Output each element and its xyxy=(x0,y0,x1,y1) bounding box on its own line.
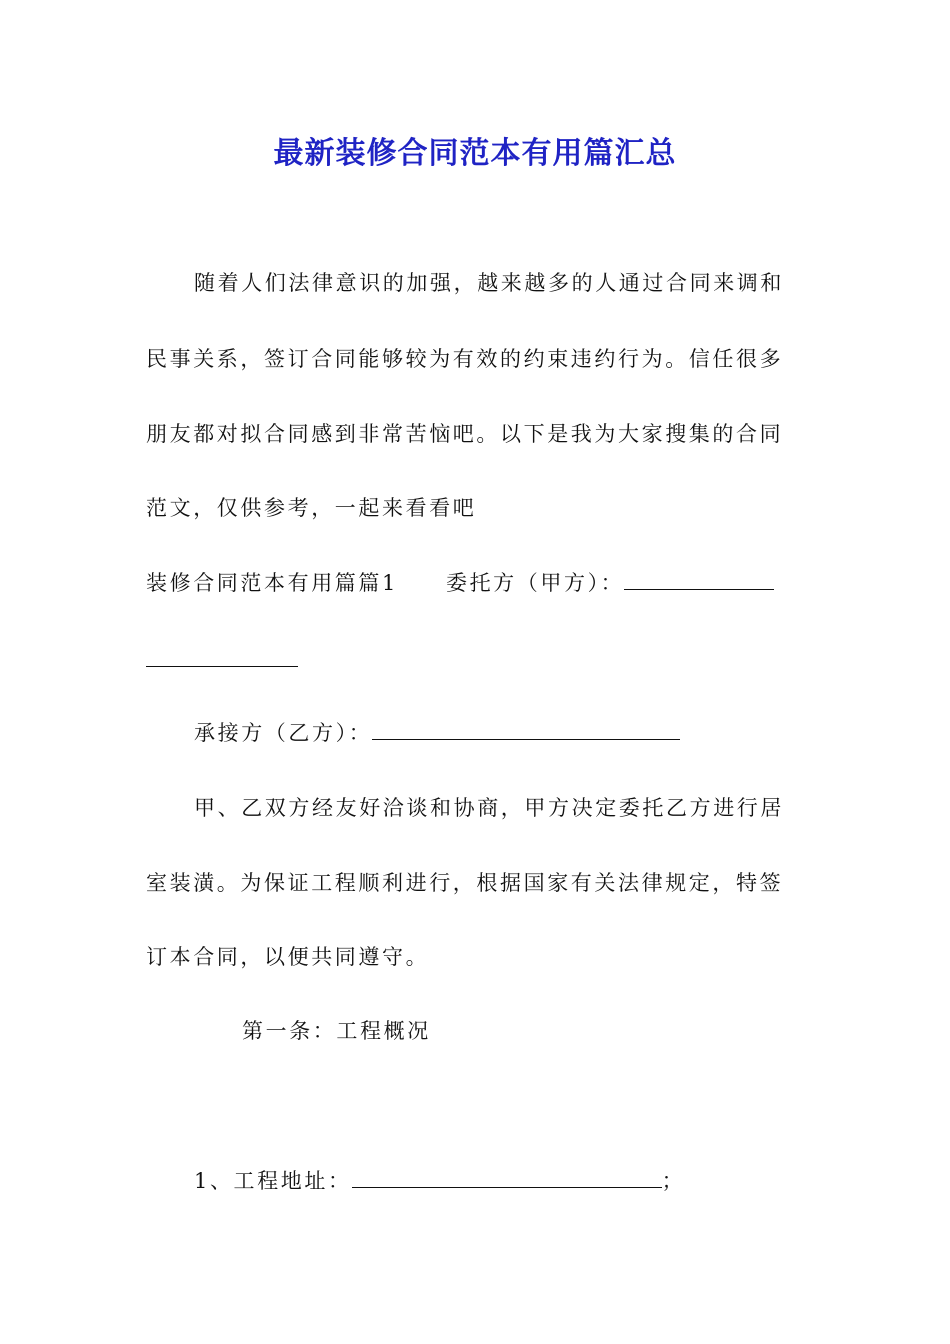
party-b-blank xyxy=(372,719,680,740)
project-address-blank xyxy=(352,1167,662,1188)
party-a-blank xyxy=(624,569,774,590)
party-a-blank-continued xyxy=(146,666,298,667)
intro-line-4: 范文，仅供参考，一起来看看吧 xyxy=(146,496,477,520)
preamble-line-3: 订本合同，以便共同遵守。 xyxy=(146,945,430,969)
article-1-heading: 第一条：工程概况 xyxy=(242,1019,431,1043)
preamble-line-2: 室装潢。为保证工程顺利进行，根据国家有关法律规定，特签 xyxy=(146,871,784,895)
intro-line-1: 随着人们法律意识的加强，越来越多的人通过合同来调和 xyxy=(194,271,784,295)
document-title: 最新装修合同范本有用篇汇总 xyxy=(273,136,677,171)
item-1-suffix: ； xyxy=(661,1169,686,1193)
party-b-label: 承接方（乙方）： xyxy=(194,721,373,745)
item-1-line xyxy=(194,1166,685,1196)
party-b-line xyxy=(194,718,680,748)
section-heading: 装修合同范本有用篇篇1 xyxy=(146,571,398,595)
preamble-line-1: 甲、乙双方经友好洽谈和协商，甲方决定委托乙方进行居 xyxy=(194,796,784,820)
item-1-label: 1、工程地址： xyxy=(194,1169,352,1193)
section-line xyxy=(146,568,774,598)
intro-line-3: 朋友都对拟合同感到非常苦恼吧。以下是我为大家搜集的合同 xyxy=(146,422,784,446)
party-a-label: 委托方（甲方）： xyxy=(445,571,625,595)
intro-line-2: 民事关系，签订合同能够较为有效的约束违约行为。信任很多 xyxy=(146,347,784,371)
